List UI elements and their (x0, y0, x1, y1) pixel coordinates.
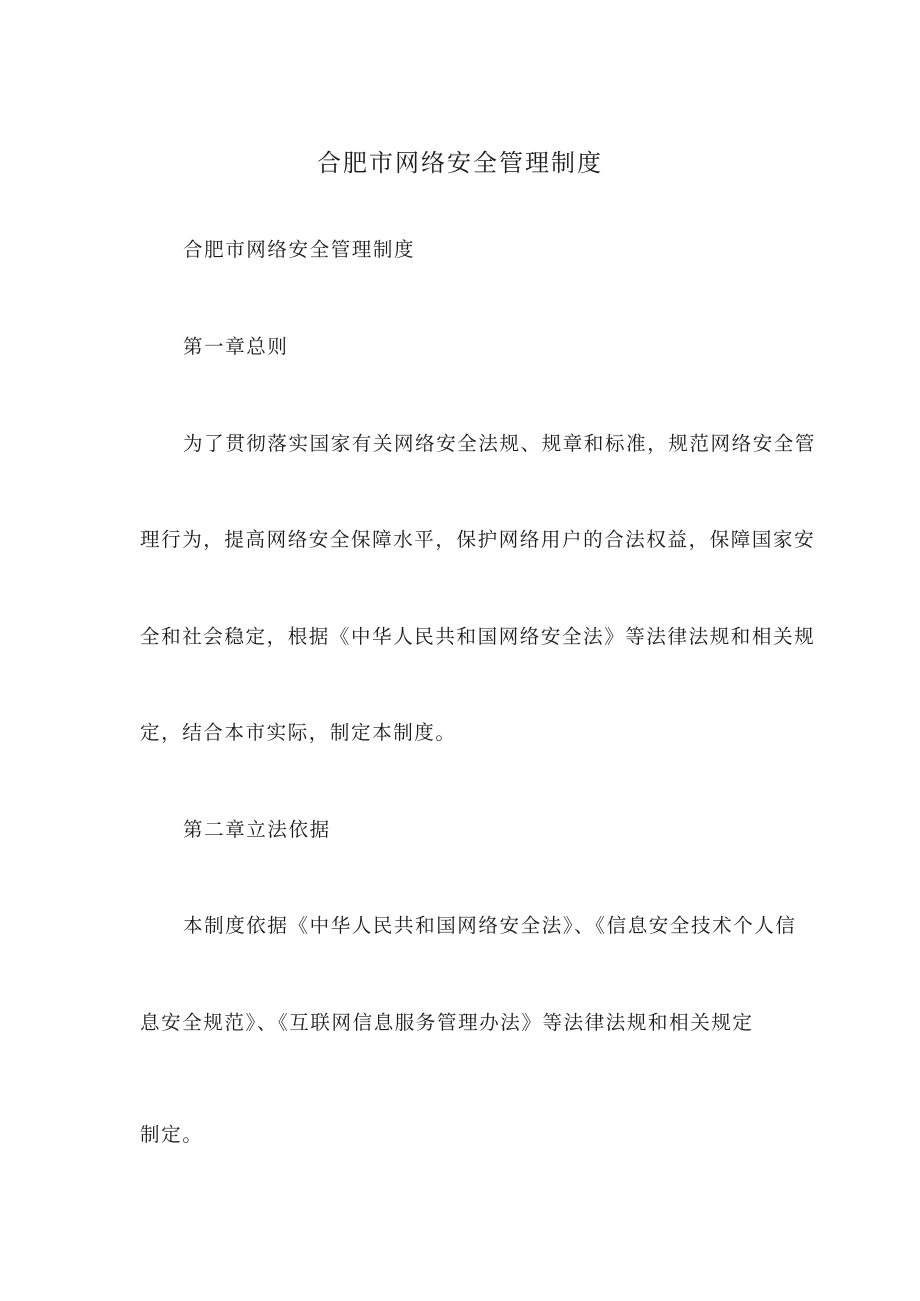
chapter-1-heading: 第一章总则 (183, 335, 289, 358)
paragraph-2-line-2: 息安全规范》、《互联网信息服务管理办法》等法律法规和相关规定 (140, 1011, 754, 1034)
paragraph-1-line-2: 理行为，提高网络安全保障水平，保护网络用户的合法权益，保障国家安 (140, 528, 816, 551)
chapter-2-heading: 第二章立法依据 (183, 818, 331, 841)
paragraph-1-line-3: 全和社会稳定，根据《中华人民共和国网络安全法》等法律法规和相关规 (140, 625, 816, 648)
paragraph-2-line-1: 本制度依据《中华人民共和国网络安全法》、《信息安全技术个人信 (183, 914, 797, 937)
document-title: 合肥市网络安全管理制度 (317, 149, 603, 177)
paragraph-1-line-4: 定，结合本市实际，制定本制度。 (140, 721, 457, 744)
paragraph-1-line-1: 为了贯彻落实国家有关网络安全法规、规章和标准，规范网络安全管 (183, 432, 817, 455)
paragraph-2-line-3: 制定。 (140, 1123, 204, 1146)
subtitle-line: 合肥市网络安全管理制度 (183, 238, 416, 261)
